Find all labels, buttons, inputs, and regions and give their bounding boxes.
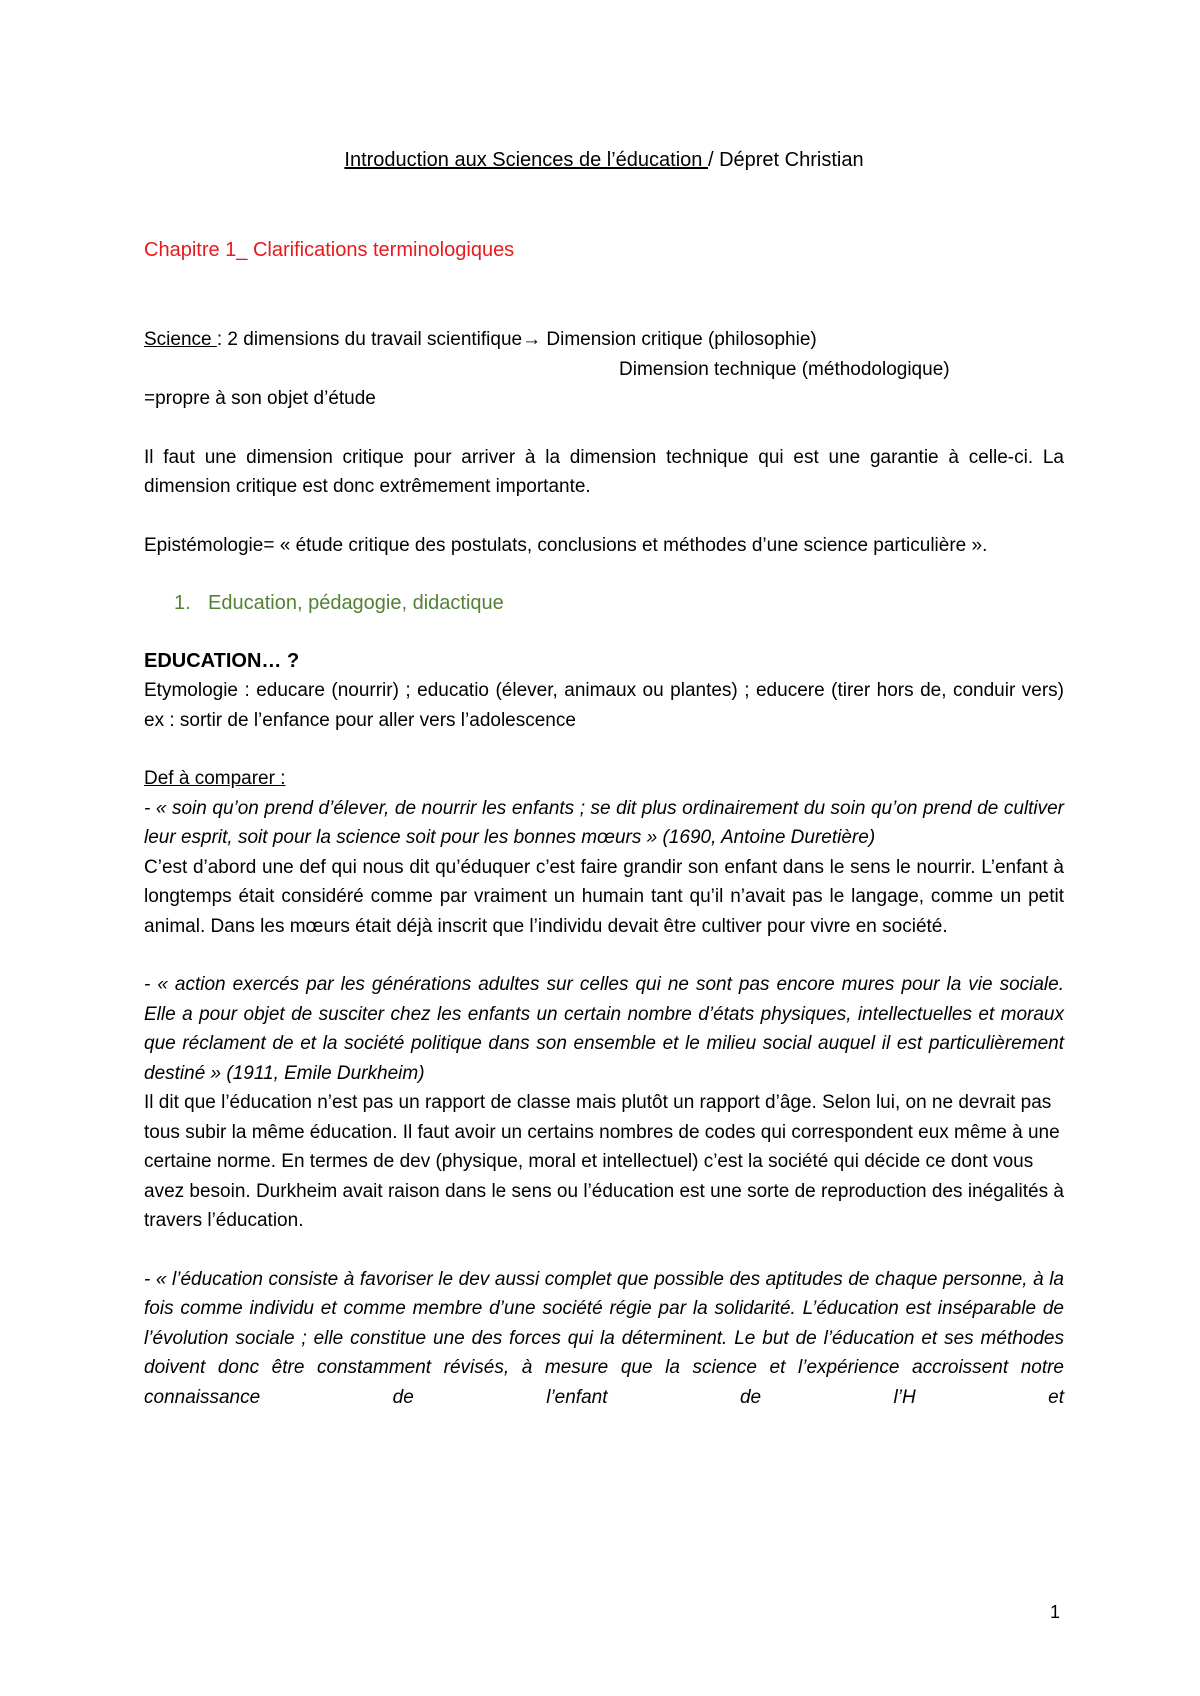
definition-quote-2: - « action exercés par les générations adultes sur celles qui ne sont pas encore mures pour la vie sociale. Elle a pour objet de susciter chez les enfants un certain nombre d’états physiques, intellectuelles et moraux que réclament de et la société politique dans son ensemble et le milieu social auquel il est particulièrement destiné » (1911, Emile Durkheim): [144, 974, 1064, 1084]
science-dimension-critique: Dimension critique (philosophie): [541, 329, 817, 350]
page-content: [144, 146, 1064, 1412]
education-heading: EDUCATION… ?: [144, 649, 300, 672]
science-dimension-technique: Dimension technique (méthodologique): [619, 358, 950, 380]
definition-comment-1: C’est d’abord une def qui nous dit qu’éduquer c’est faire grandir son enfant dans le sens le nourrir. L’enfant à longtemps était considéré comme par vraiment un humain tant qu’il n’avait pas le langage, comme un petit animal. Dans les mœurs était déjà inscrit que l’individu devait être cultiver pour vivre en société.: [144, 856, 1064, 937]
paragraph-dimension-critique: Il faut une dimension critique pour arriver à la dimension technique qui est une garantie à celle-ci. La dimension critique est donc extrêmement importante.: [144, 446, 1064, 497]
section-heading-1: [174, 589, 1064, 619]
section-label: Education, pédagogie, didactique: [208, 592, 504, 614]
section-number: 1.: [174, 592, 191, 614]
title-author: / Dépret Christian: [707, 149, 864, 171]
science-line-3: =propre à son objet d’étude: [144, 388, 376, 409]
science-line-1: [144, 325, 1064, 355]
definition-quote-1: - « soin qu’on prend d’élever, de nourrir les enfants ; se dit plus ordinairement du soin qu’on prend de cultiver leur esprit, soit pour la science soit pour les bonnes mœurs » (1690, Antoine Duretière): [144, 797, 1064, 848]
chapter-heading: Chapitre 1_ Clarifications terminologiques: [144, 238, 515, 261]
definitions-heading: Def à comparer :: [144, 768, 286, 789]
document-title: [144, 146, 1064, 176]
science-definition: [144, 325, 1064, 414]
page-number: 1: [1049, 1602, 1060, 1622]
definition-quote-3: - « l’éducation consiste à favoriser le dev aussi complet que possible des aptitudes de chaque personne, à la fois comme individu et comme membre d’une société régie par la solidarité. L’éducation est inséparable de l’évolution sociale ; elle constitue une des forces qui la déterminent. Le but de l’éducation et ses méthodes doivent donc être constamment révisés, à mesure que la science et l’expérience accroissent notre connaissance de l’enfant de l’H et: [144, 1268, 1064, 1408]
paragraph-etymologie: Etymologie : educare (nourrir) ; educatio (élever, animaux ou plantes) ; educere (tirer hors de, conduir vers) ex : sortir de l’enfance pour aller vers l’adolescence: [144, 680, 1064, 731]
paragraph-epistemologie: Epistémologie= « étude critique des postulats, conclusions et méthodes d’une science particulière ».: [144, 534, 988, 556]
title-main: Introduction aux Sciences de l’éducation: [344, 149, 708, 171]
science-term: Science: [144, 329, 217, 350]
science-intro: : 2 dimensions du travail scientifique: [216, 329, 523, 350]
arrow-right-icon: →: [522, 329, 542, 350]
definition-comment-2: Il dit que l’éducation n’est pas un rapport de classe mais plutôt un rapport d’âge. Selon lui, on ne devrait pas tous subir la même éducation. Il faut avoir un certains nombres de codes qui correspondent eux même à une certaine norme. En termes de dev (physique, moral et intellectuel) c’est la société qui décide ce dont vous avez besoin. Durkheim avait raison dans le sens ou l’éducation est une sorte de reproduction des inégalités à travers l’éducation.: [144, 1092, 1064, 1231]
